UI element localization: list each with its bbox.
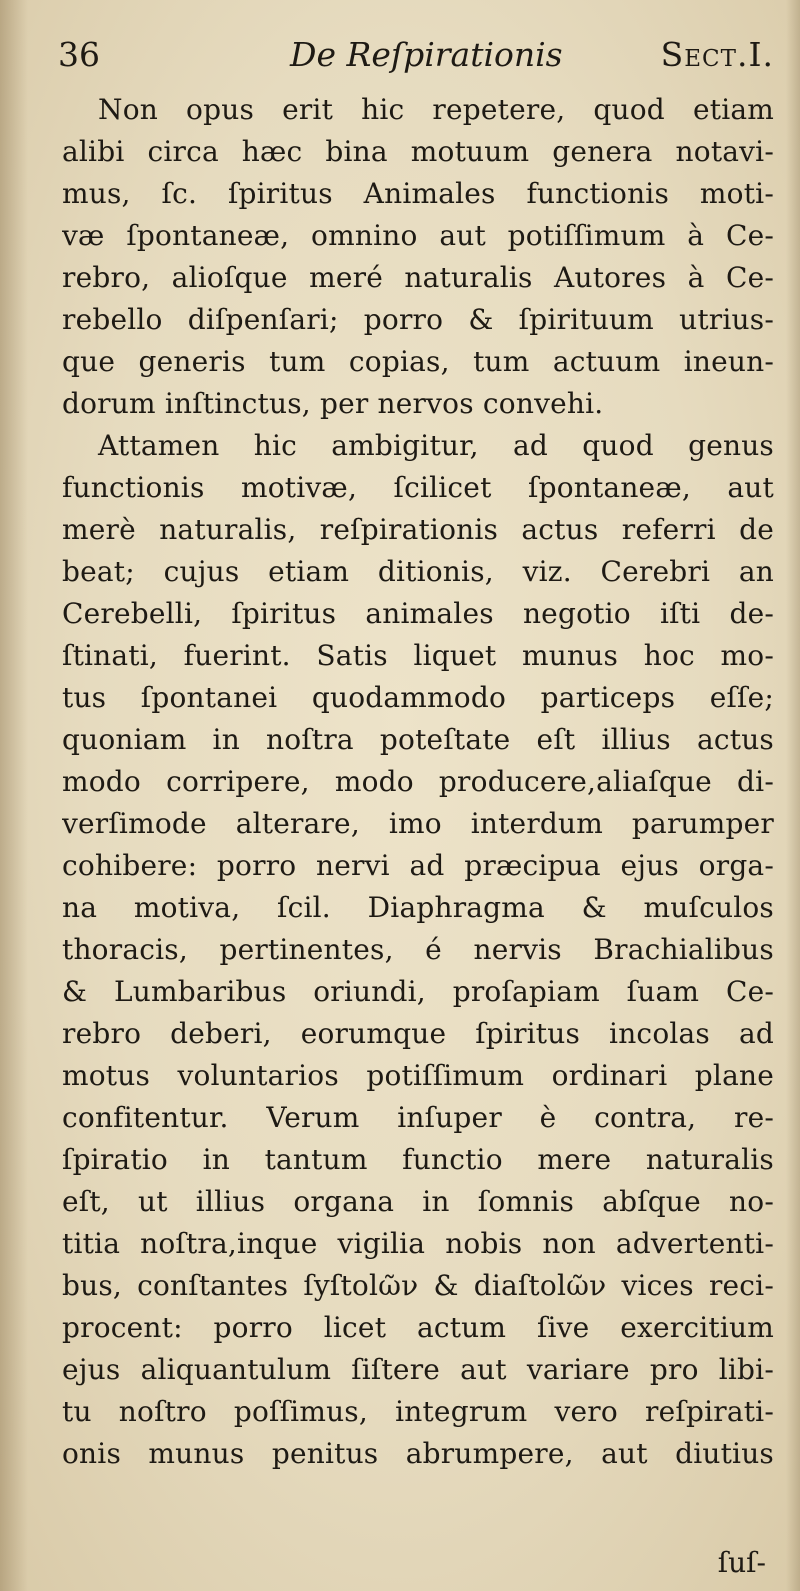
text-line: rebello diſpenſari; porro & ſpirituum utrius- xyxy=(62,303,774,336)
text-line: ejus aliquantulum ſiſtere aut variare pro libi- xyxy=(62,1353,774,1386)
text-line: alibi circa hæc bina motuum genera notavi- xyxy=(62,135,774,168)
text-line: rebro, alioſque meré naturalis Autores à Ce- xyxy=(62,261,774,294)
text-line: tu noſtro poſſimus, integrum vero reſpirati- xyxy=(62,1395,774,1428)
text-line: mus, ſc. ſpiritus Animales functionis moti- xyxy=(62,177,774,210)
text-line: rebro deberi, eorumque ſpiritus incolas ad xyxy=(62,1017,774,1050)
text-line: dorum inſtinctus, per nervos convehi. xyxy=(62,387,604,420)
text-line: væ ſpontaneæ, omnino aut potiſſimum à Ce- xyxy=(62,219,774,252)
text-line: functionis motivæ, ſcilicet ſpontaneæ, aut xyxy=(62,471,774,504)
running-head xyxy=(58,30,774,80)
spine-shadow xyxy=(0,0,28,1591)
text-line: Cerebelli, ſpiritus animales negotio iſti de- xyxy=(62,597,774,630)
text-line: na motiva, ſcil. Diaphragma & muſculos xyxy=(62,891,774,924)
text-line: Attamen hic ambigitur, ad quod genus xyxy=(98,429,774,462)
text-line: quoniam in noſtra poteſtate eſt illius actus xyxy=(62,723,774,756)
text-line: eſt, ut illius organa in ſomnis abſque no- xyxy=(62,1185,774,1218)
running-title: De Reſpirationis xyxy=(290,35,563,74)
page-edge-shadow xyxy=(786,0,800,1591)
text-line: que generis tum copias, tum actuum ineun- xyxy=(62,345,774,378)
text-line: confitentur. Verum inſuper è contra, re- xyxy=(62,1101,774,1134)
body-text xyxy=(62,89,774,1475)
text-line: modo corripere, modo producere,aliaſque di- xyxy=(62,765,774,798)
text-line: bus, conſtantes ſyſtolῶν & diaſtolῶν vices reci- xyxy=(62,1269,774,1302)
text-line: cohibere: porro nervi ad præcipua ejus orga- xyxy=(62,849,774,882)
text-line: onis munus penitus abrumpere, aut diutius xyxy=(62,1437,774,1470)
text-line: ſpiratio in tantum functio mere naturalis xyxy=(62,1143,774,1176)
catchword: ſuſ- xyxy=(717,1546,766,1579)
text-line: thoracis, pertinentes, é nervis Brachialibus xyxy=(62,933,774,966)
text-line: motus voluntarios potiſſimum ordinari plane xyxy=(62,1059,774,1092)
text-line: verſimode alterare, imo interdum parumper xyxy=(62,807,774,840)
text-line: tus ſpontanei quodammodo particeps eſſe; xyxy=(62,681,774,714)
text-line: ſtinati, fuerint. Satis liquet munus hoc mo- xyxy=(62,639,774,672)
text-line: & Lumbaribus oriundi, proſapiam ſuam Ce- xyxy=(62,975,774,1008)
page-number: 36 xyxy=(58,35,100,74)
text-line: titia noſtra,inque vigilia nobis non advertenti- xyxy=(62,1227,774,1260)
section-label: Sect.I. xyxy=(660,35,774,74)
text-line: procent: porro licet actum ſive exercitium xyxy=(62,1311,774,1344)
text-line: Non opus erit hic repetere, quod etiam xyxy=(98,93,774,126)
text-line: merè naturalis, reſpirationis actus referri de xyxy=(62,513,774,546)
text-line: beat; cujus etiam ditionis, viz. Cerebri an xyxy=(62,555,774,588)
